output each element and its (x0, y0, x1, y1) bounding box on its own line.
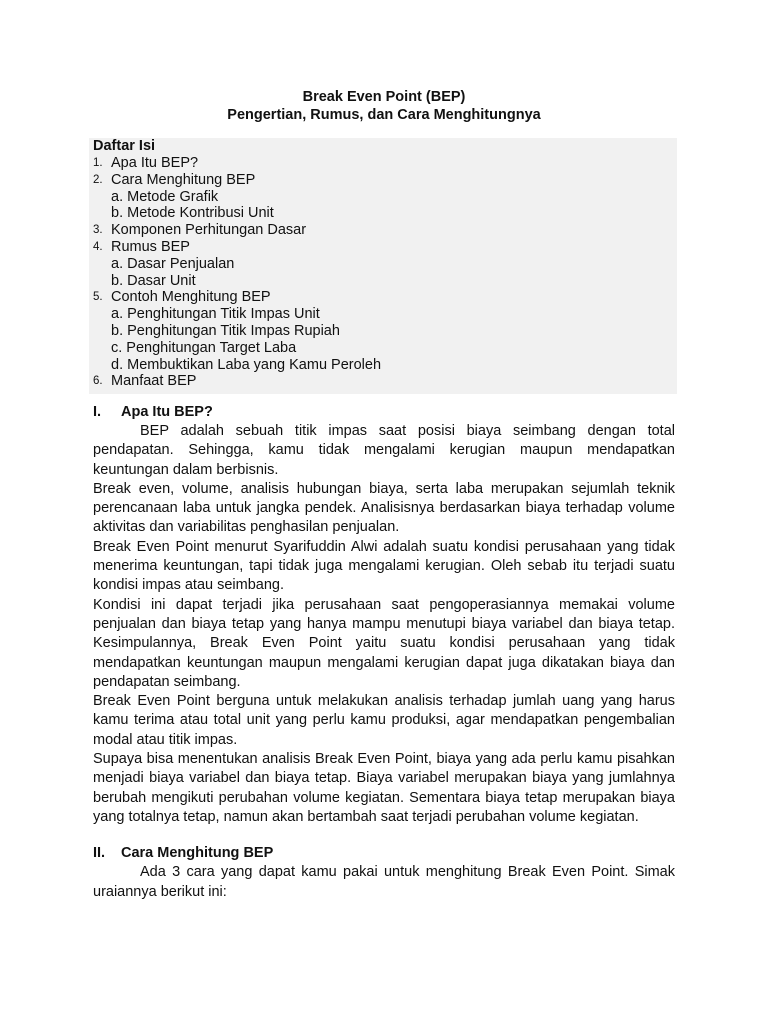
toc-subitem[interactable]: c. Penghitungan Target Laba (111, 339, 297, 356)
toc-subitem[interactable]: a. Penghitungan Titik Impas Unit (111, 306, 320, 323)
section-title: Cara Menghitung BEP (121, 845, 274, 862)
section-number: II. (93, 845, 106, 862)
toc-item[interactable] (93, 373, 677, 390)
document-body (93, 402, 675, 902)
toc-item-label: Manfaat BEP (111, 373, 197, 390)
toc-subitem[interactable]: b. Metode Kontribusi Unit (111, 205, 274, 222)
paragraph: Break Even Point menurut Syarifuddin Alwi adalah suatu kondisi perusahaan yang tidak menerima keuntungan, tapi tidak juga mengalami kerugian. Oleh sebab itu terjadi suatu kondisi impas atau seimbang. (93, 538, 675, 594)
toc-list (93, 155, 677, 390)
table-of-contents (89, 138, 677, 394)
toc-item[interactable] (93, 155, 677, 172)
toc-item-label: Cara Menghitung BEP (111, 171, 256, 188)
toc-subitem[interactable]: a. Metode Grafik (111, 188, 219, 205)
paragraph: Supaya bisa menentukan analisis Break Even Point, biaya yang ada perlu kamu pisahkan menjadi biaya variabel dan biaya tetap. Biaya variabel merupakan biaya yang jumlahnya berubah mengikuti perubahan volume kegiatan. Sementara biaya tetap merupakan biaya yang totalnya tetap, namun akan bertambah saat terjadi perubahan volume kegiatan. (93, 751, 675, 825)
toc-item-label: Apa Itu BEP? (111, 155, 199, 171)
toc-item-label: Contoh Menghitung BEP (111, 289, 271, 306)
document-subtitle: Pengertian, Rumus, dan Cara Menghitungnya (227, 107, 541, 123)
toc-item-number: 5. (93, 291, 103, 304)
toc-item-number: 6. (93, 375, 103, 388)
paragraph: BEP adalah sebuah titik impas saat posisi biaya seimbang dengan total pendapatan. Sehingga, kamu tidak mengalami kerugian maupun mendapatkan keuntungan dalam berbisnis. (93, 423, 675, 478)
toc-subitem[interactable]: a. Dasar Penjualan (111, 255, 235, 272)
toc-item[interactable] (93, 172, 677, 189)
toc-item-label: Rumus BEP (111, 238, 190, 255)
toc-item-number: 2. (93, 173, 103, 186)
toc-item[interactable] (93, 222, 677, 239)
paragraph: Break Even Point berguna untuk melakukan analisis terhadap jumlah uang yang harus kamu terima atau total unit yang perlu kamu produksi, agar mendapatkan pengembalian modal atau titik impas. (93, 693, 675, 748)
toc-item[interactable] (93, 289, 677, 306)
toc-subitem[interactable]: b. Penghitungan Titik Impas Rupiah (111, 322, 340, 339)
toc-item-number: 3. (93, 224, 103, 237)
section-heading-2 (93, 843, 675, 863)
title-block (93, 88, 675, 124)
toc-item-number: 4. (93, 240, 103, 253)
section-title: Apa Itu BEP? (121, 404, 213, 420)
toc-item[interactable] (93, 239, 677, 256)
document-title: Break Even Point (BEP) (302, 89, 466, 105)
toc-heading: Daftar Isi (93, 138, 156, 154)
paragraph: Ada 3 cara yang dapat kamu pakai untuk menghitung Break Even Point. Simak uraiannya berikut ini: (93, 864, 675, 900)
paragraph: Kondisi ini dapat terjadi jika perusahaan saat pengoperasiannya memakai volume penjualan dan biaya tetap yang hanya mampu menutupi biaya variabel dan biaya tetap. Kesimpulannya, Break Even Point yaitu suatu kondisi perusahaan yang tidak mendapatkan keuntungan maupun mengalami kerugian dapat juga dikatakan biaya dan pendapatan seimbang. (93, 596, 675, 690)
section-number: I. (93, 404, 102, 420)
toc-item-label: Komponen Perhitungan Dasar (111, 222, 307, 239)
toc-subitem[interactable]: d. Membuktikan Laba yang Kamu Peroleh (111, 356, 382, 373)
toc-item-number: 1. (93, 157, 103, 169)
paragraph: Break even, volume, analisis hubungan biaya, serta laba merupakan sejumlah teknik perencanaan laba untuk jangka pendek. Analisisnya berdasarkan biaya terhadap volume aktivitas dan variabilitas penghasilan penjualan. (93, 480, 675, 536)
toc-subitem[interactable]: b. Dasar Unit (111, 272, 196, 289)
section-heading-1 (93, 402, 675, 422)
